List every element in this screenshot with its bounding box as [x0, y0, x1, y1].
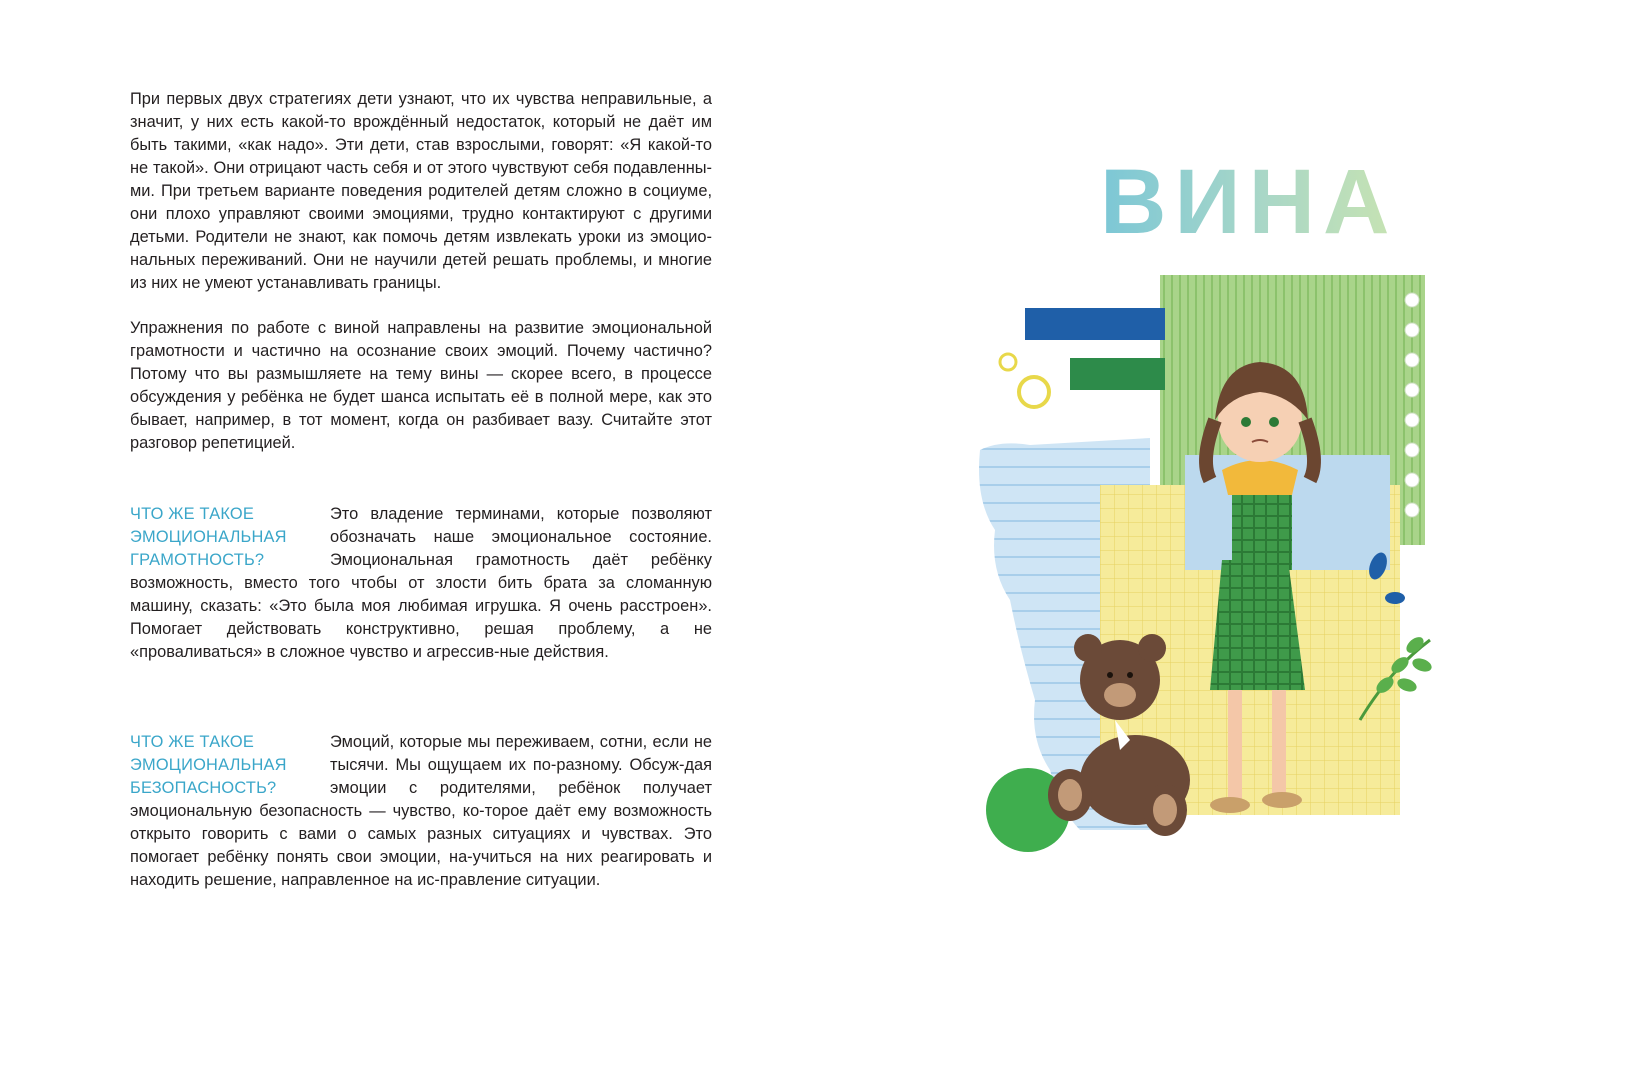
paragraph-1: При первых двух стратегиях дети узнают, что их чувства неправильные, а значит, у них есть какой-то врождённый недостаток, который не даёт им быть такими, «как надо». Эти дети, став взрослыми, говорят: «Я какой-то не такой». Они отрицают часть себя и от этого чувствуют себя подавленны-ми. При третьем варианте поведения родителей детям сложно в социуме, они плохо управляют своими эмоциями, трудно контактируют с другими детьми. Родители не знают, как помочь детям извлекать уроки из эмоцио-нальных переживаний. Они не научили детей решать проблемы, и многие из них не умеют устанавливать границы. [130, 90, 712, 292]
intro-text [130, 88, 712, 455]
section-heading: ЧТО ЖЕ ТАКОЕ ЭМОЦИОНАЛЬНАЯ ГРАМОТНОСТЬ? [130, 505, 287, 569]
yellow-ring-small [1000, 354, 1016, 370]
blue-tape [1025, 308, 1165, 340]
section-body: Эмоций, которые мы переживаем, сотни, если не тысячи. Мы ощущаем их по-разному. Обсуж-дая эмоции с родителями, ребёнок получает эмоциональную безопасность — чувство, ко-торое даёт ему возможность открыто говорить с вами о самых разных ситуациях и чувствах. Это помогает ребёнку понять свои эмоции, на-учиться на них реагировать и находить решение, направленное на ис-правление ситуации. [130, 733, 712, 889]
section-heading: ЧТО ЖЕ ТАКОЕ ЭМОЦИОНАЛЬНАЯ БЕЗОПАСНОСТЬ? [130, 733, 287, 797]
section-body: Это владение терминами, которые позволяют обозначать наше эмоциональное состояние. Эмоциональная грамотность даёт ребёнку возможность, вместо того чтобы от злости бить брата за сломанную машину, сказать: «Это была моя любимая игрушка. Я очень расстроен». Помогает действовать конструктивно, решая проблему, а не «проваливаться» в сложное чувство и агрессив-ные действия. [130, 505, 712, 661]
green-tape [1070, 358, 1165, 390]
paragraph-2: Упражнения по работе с виной направлены на развитие эмоциональной грамотности и частично на осознание своих эмоций. Почему частично? Потому что вы размышляете на тему вины — скорее всего, в процессе обсуждения у ребёнка не будет шанса испытать её в полной мере, как это бывает, например, в тот момент, когда он разбивает вазу. Считайте этот разговор репетицией. [130, 319, 712, 452]
blue-bead [1385, 592, 1405, 604]
page-title: ВИНА [1100, 151, 1398, 253]
illustration [960, 270, 1480, 910]
section-emotional-literacy [130, 503, 712, 664]
yellow-ring-large [1019, 377, 1049, 407]
section-emotional-safety [130, 731, 712, 892]
